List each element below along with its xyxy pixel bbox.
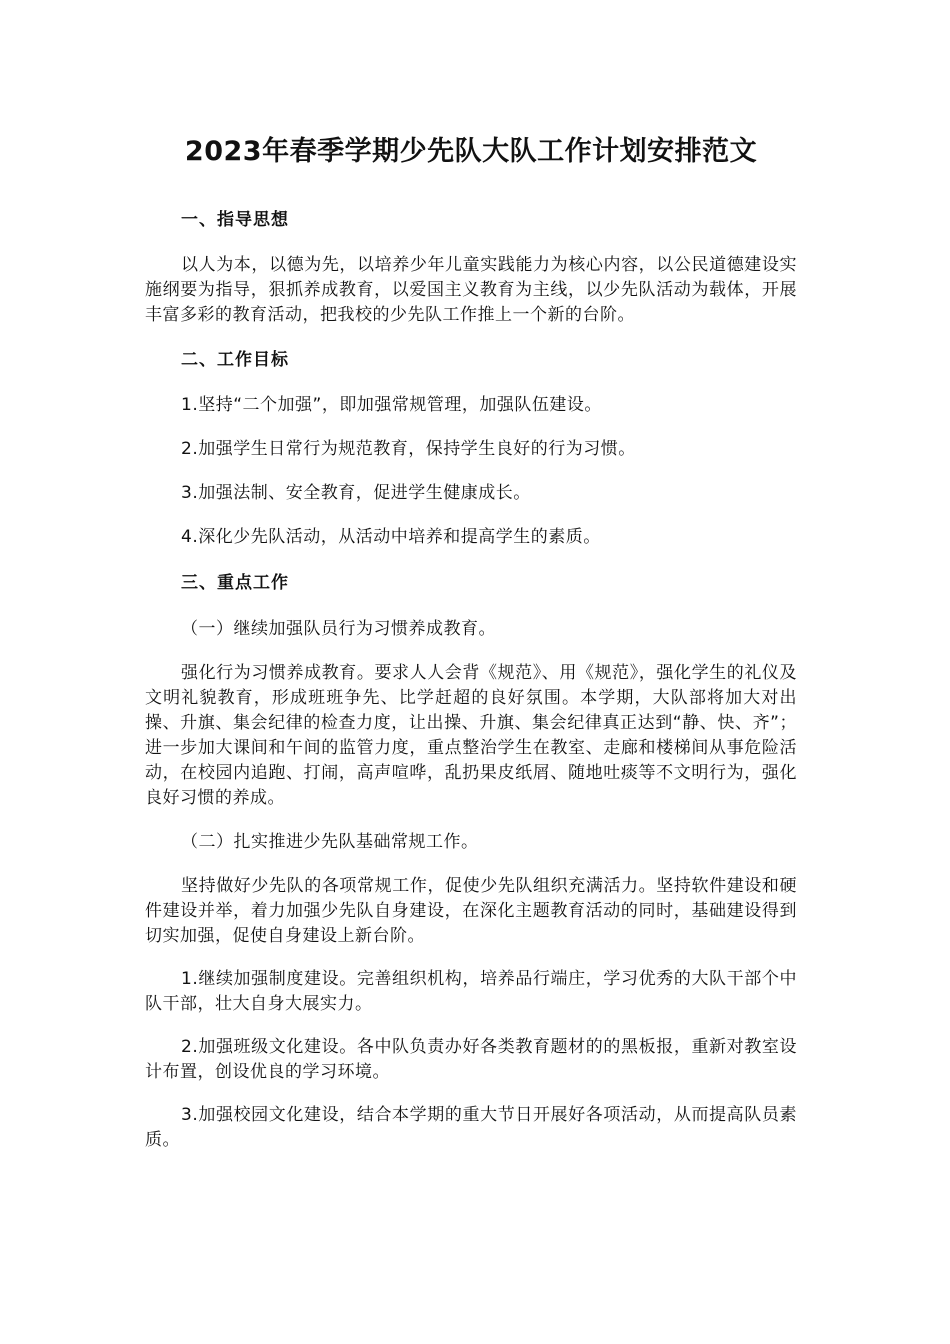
system-building-item: 1.继续加强制度建设。完善组织机构，培养品行端庄，学习优秀的大队干部个中队干部，壮大自身大展实力。 (145, 969, 797, 1014)
section-heading-work-goals: 二、工作目标 (181, 350, 289, 370)
campus-culture-item: 3.加强校园文化建设，结合本学期的重大节日开展好各项活动，从而提高队员素质。 (145, 1105, 797, 1150)
document-title: 2023年春季学期少先队大队工作计划安排范文 (184, 136, 758, 167)
section-heading-key-work: 三、重点工作 (181, 573, 289, 593)
work-goal-item-4: 4.深化少先队活动，从活动中培养和提高学生的素质。 (181, 527, 601, 547)
work-goal-item-3: 3.加强法制、安全教育，促进学生健康成长。 (181, 483, 531, 503)
document-page (145, 128, 797, 1171)
class-culture-item: 2.加强班级文化建设。各中队负责办好各类教育题材的的黑板报，重新对教室设计布置，创设优良的学习环境。 (145, 1037, 797, 1082)
section-heading-guiding-ideology: 一、指导思想 (181, 210, 289, 230)
key-work-subsection-1-title: （一）继续加强队员行为习惯养成教育。 (181, 619, 496, 639)
work-goal-item-1: 1.坚持“二个加强”，即加强常规管理，加强队伍建设。 (181, 395, 602, 415)
key-work-subsection-1-paragraph: 强化行为习惯养成教育。要求人人会背《规范》、用《规范》，强化学生的礼仪及文明礼貌教育，形成班班争先、比学赶超的良好氛围。本学期，大队部将加大对出操、升旗、集会纪律的检查力度，让出操、升旗、集会纪律真正达到“静、快、齐”；进一步加大课间和午间的监管力度，重点整治学生在教室、走廊和楼梯间从事危险活动，在校园内追跑、打闹，高声喧哗，乱扔果皮纸屑、随地吐痰等不文明行为，强化良好习惯的养成。 (145, 663, 797, 808)
guiding-ideology-paragraph: 以人为本，以德为先，以培养少年儿童实践能力为核心内容，以公民道德建设实施纲要为指导，狠抓养成教育，以爱国主义教育为主线，以少先队活动为载体，开展丰富多彩的教育活动，把我校的少先队工作推上一个新的台阶。 (145, 255, 797, 325)
key-work-subsection-2-paragraph: 坚持做好少先队的各项常规工作，促使少先队组织充满活力。坚持软件建设和硬件建设并举，着力加强少先队自身建设，在深化主题教育活动的同时，基础建设得到切实加强，促使自身建设上新台阶。 (145, 876, 797, 946)
work-goal-item-2: 2.加强学生日常行为规范教育，保持学生良好的行为习惯。 (181, 439, 636, 459)
key-work-subsection-2-title: （二）扎实推进少先队基础常规工作。 (181, 832, 479, 852)
